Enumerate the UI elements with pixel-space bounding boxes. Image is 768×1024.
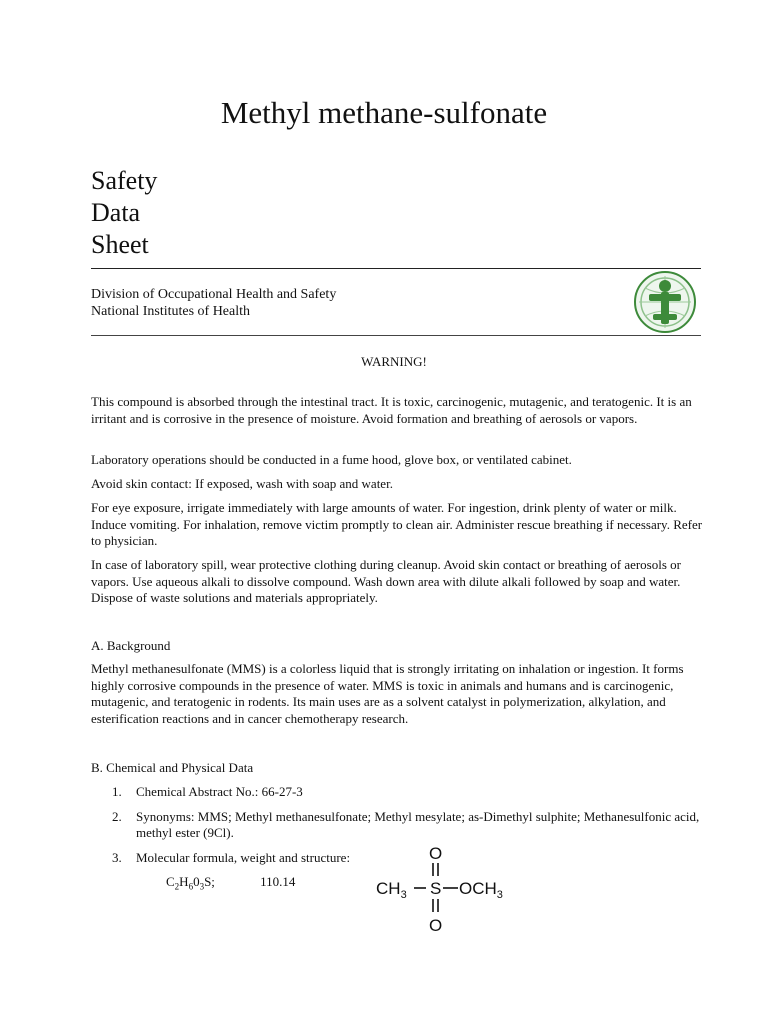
header-rule-bottom [91, 335, 701, 336]
org-institute: National Institutes of Health [91, 304, 251, 319]
list-item-text: Chemical Abstract No.: 66-27-3 [136, 784, 303, 799]
document-title: Methyl methane-sulfonate [220, 95, 548, 130]
list-item [112, 809, 702, 842]
header-rule-top [91, 268, 701, 269]
heading-line-safety: Safety [91, 166, 158, 195]
heading-line-sheet: Sheet [91, 230, 149, 259]
skin-contact-paragraph: Avoid skin contact: If exposed, wash with soap and water. [91, 476, 393, 491]
nih-ohs-logo-icon [629, 270, 701, 334]
list-item [112, 784, 702, 801]
formula-hydrogen-count: 6 [188, 881, 194, 892]
section-b-heading: B. Chemical and Physical Data [91, 760, 254, 775]
formula-oxygen-count: 3 [199, 881, 205, 892]
formula-sulfur: S; [204, 874, 215, 889]
formula-oxygen: 0 [193, 874, 200, 889]
org-division: Division of Occupational Health and Safety [91, 287, 337, 302]
exposure-paragraph: For eye exposure, irrigate immediately with large amounts of water. For ingestion, drink plenty of water or milk. Induce vomiting. For inhalation, remove victim promptly to clean air. Administer rescue breathing if necessary. Refer to physician. [91, 500, 703, 548]
structure-oxygen-bottom: O [429, 916, 443, 934]
heading-line-data: Data [91, 198, 141, 227]
list-item-number: 1. [112, 784, 122, 799]
section-a-text: Methyl methanesulfonate (MMS) is a colorless liquid that is strongly irritating on inhalation or ingestion. It forms highly corrosive compounds in the presence of water. MMS is toxic in animals and humans and is carcinogenic, mutagenic, and teratogenic in rodents. Its main uses are as a solvent catalyst in polymerization, alkylation, and esterification reactions and in cancer chemotherapy research. [91, 661, 684, 726]
molecular-weight: 110.14 [260, 874, 296, 889]
spill-paragraph: In case of laboratory spill, wear protective clothing during cleanup. Avoid skin contact or breathing of aerosols or vapors. Use aqueous alkali to dissolve compound. Wash down area with dilute alkali followed by soap and water. Dispose of waste solutions and materials appropriately. [91, 557, 681, 605]
formula-hydrogen: H [179, 874, 189, 889]
structure-methyl-left: $CH_3$ [376, 879, 407, 901]
lab-operations-paragraph: Laboratory operations should be conducted in a fume hood, glove box, or ventilated cabinet. [91, 452, 572, 467]
structure-oxygen-top: O [429, 844, 443, 863]
structure-methoxy-right: $OCH_3$ [459, 879, 503, 901]
warning-label: WARNING! [361, 354, 427, 369]
list-item-number: 2. [112, 808, 122, 824]
section-a-heading: A. Background [91, 638, 171, 653]
chemical-structure-diagram [374, 842, 516, 934]
list-item-text: Molecular formula, weight and structure: [136, 849, 351, 865]
formula-carbon-count: 2 [174, 881, 180, 892]
list-item-number: 3. [112, 849, 122, 865]
organization-block [91, 286, 336, 320]
formula-carbon: C [166, 874, 175, 889]
structure-sulfur: S [430, 879, 442, 898]
list-item-text: Synonyms: MMS; Methyl methanesulfonate; Methyl mesylate; as-Dimethyl sulphite; Methanesulfonic acid, methyl ester (9Cl). [136, 808, 700, 840]
molecular-formula [166, 874, 295, 892]
hazard-paragraph: This compound is absorbed through the intestinal tract. It is toxic, carcinogenic, mutagenic, and teratogenic. It is an irritant and is corrosive in the presence of moisture. Avoid formation and breathing of aerosols or vapors. [91, 394, 692, 426]
sds-heading [91, 165, 157, 261]
